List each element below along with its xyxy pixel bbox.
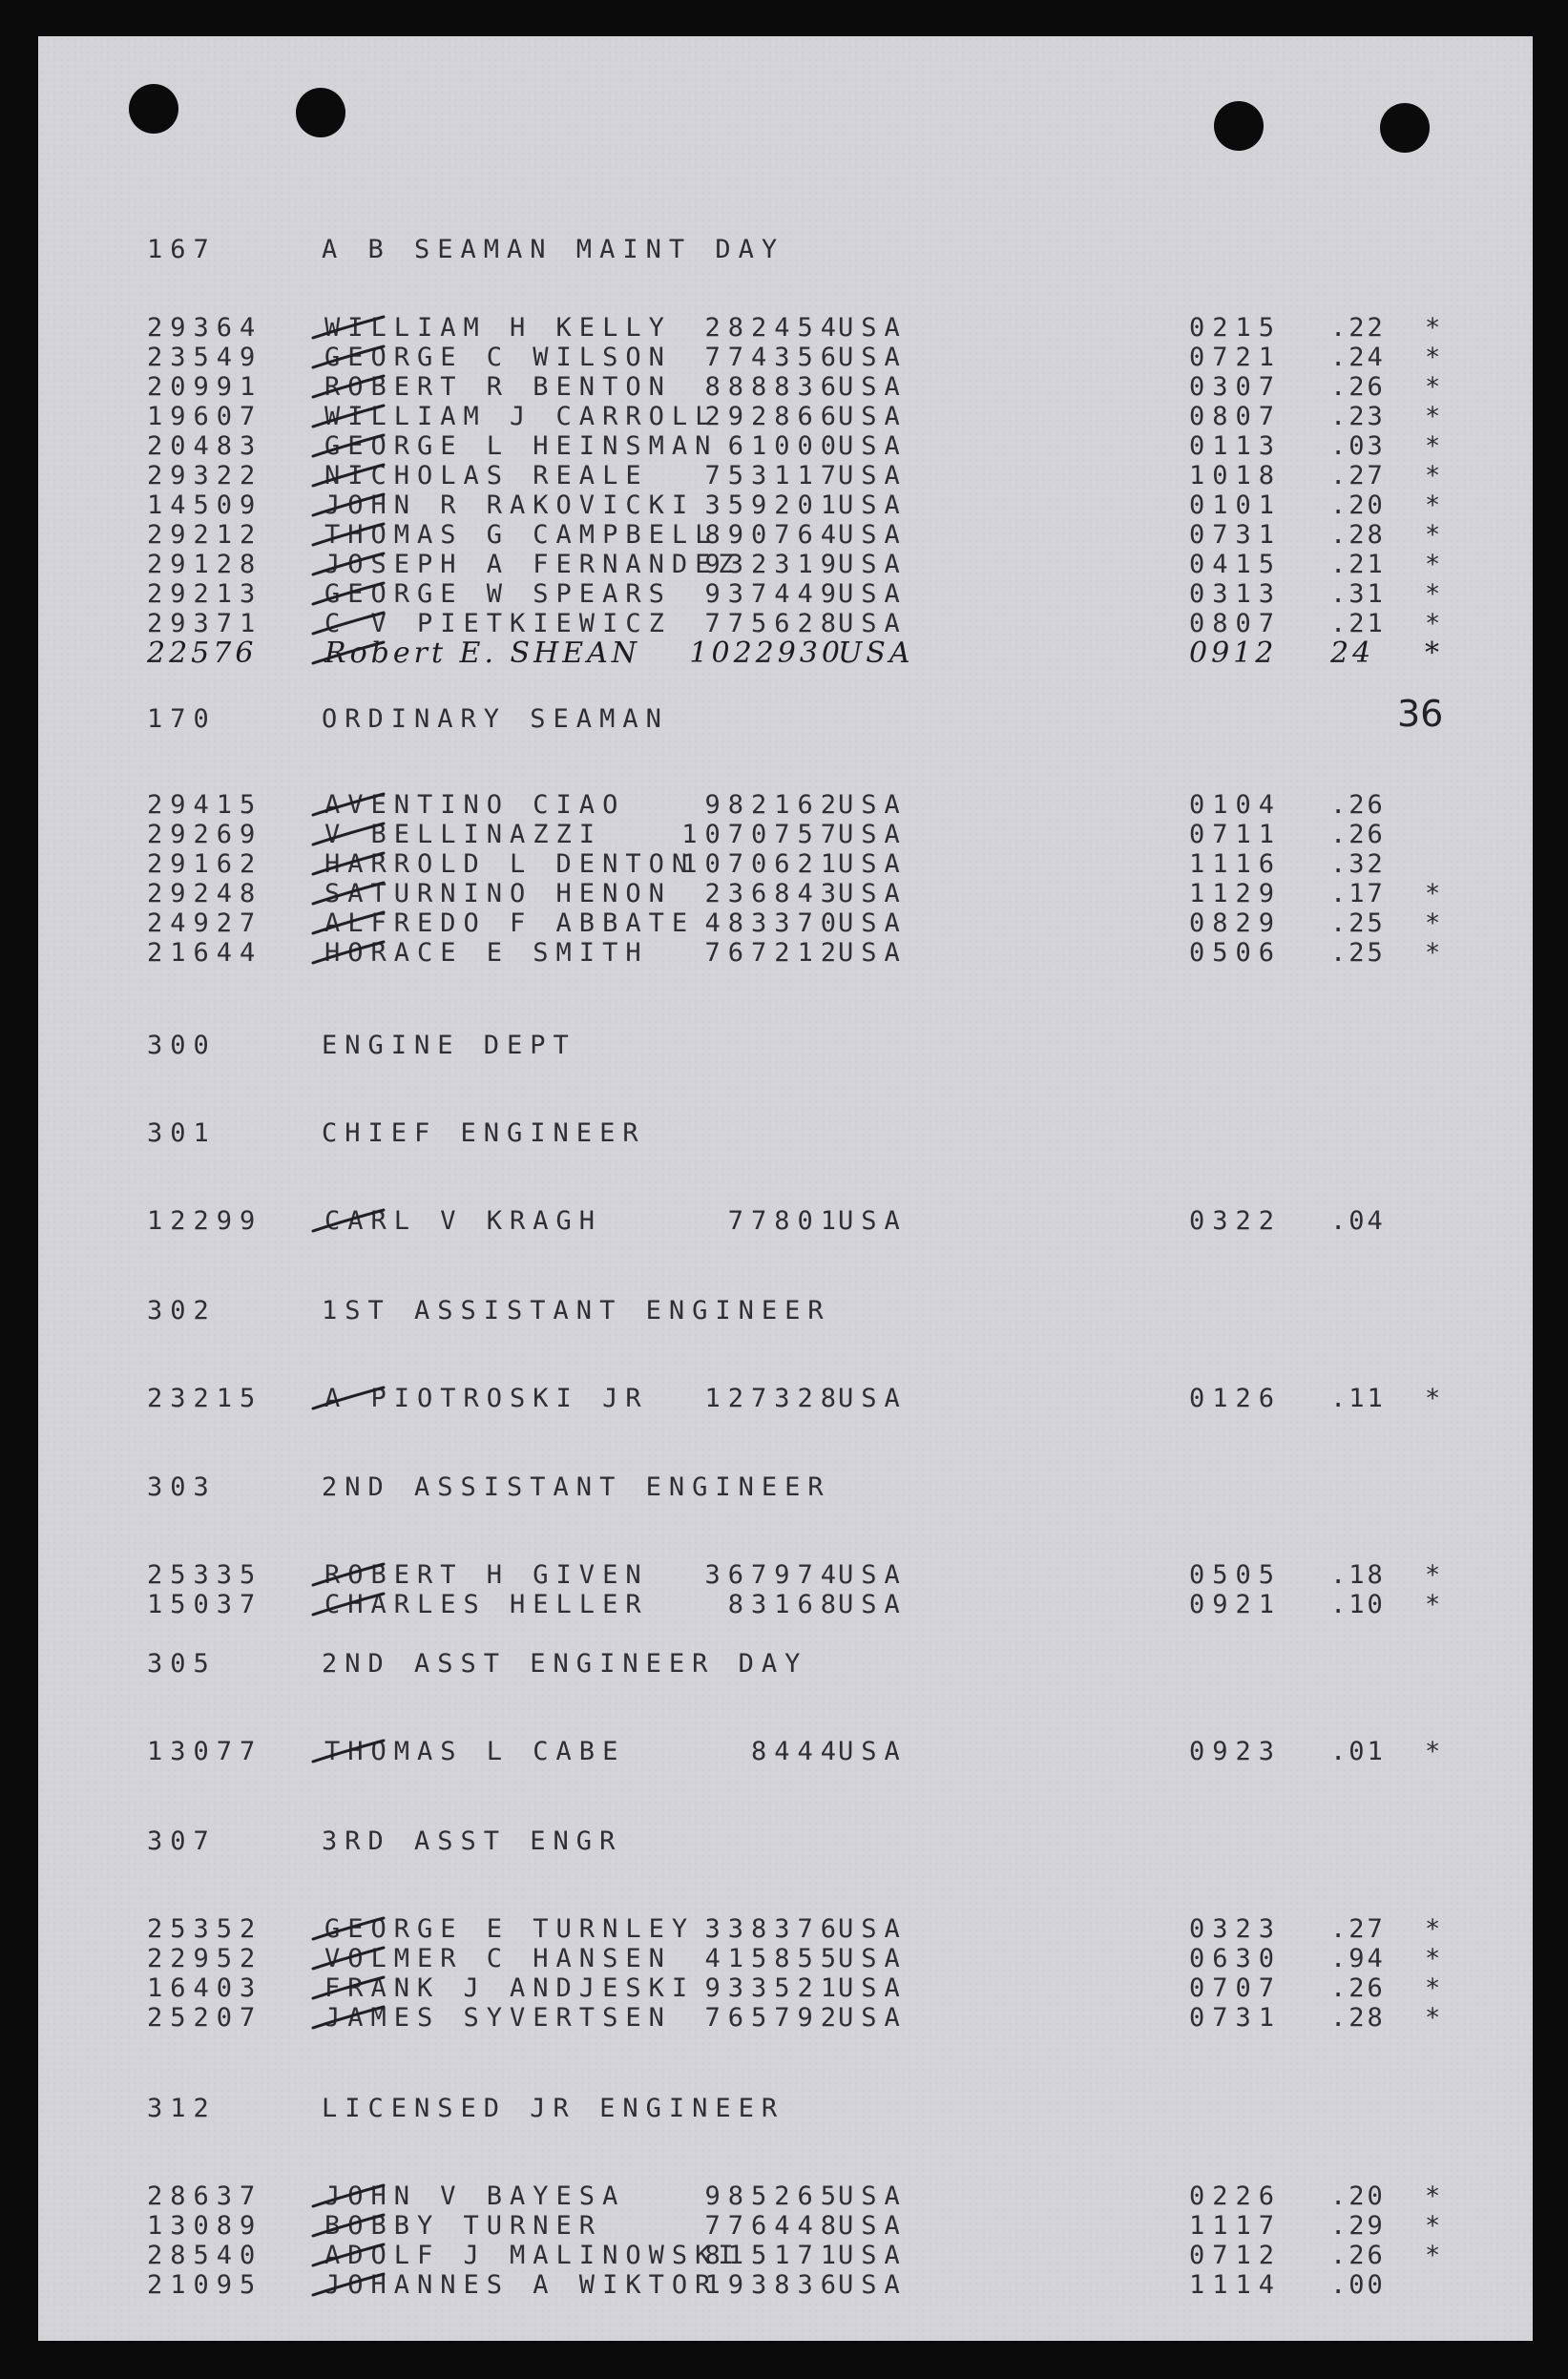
crew-name: HARROLD L DENTON bbox=[324, 849, 696, 879]
date-code: 0113 bbox=[1189, 431, 1283, 461]
check-mark-stroke bbox=[313, 465, 384, 486]
check-mark-stroke bbox=[313, 1210, 384, 1231]
nationality: USA bbox=[838, 908, 908, 938]
nationality: USA bbox=[838, 343, 908, 372]
document-number: 775628 bbox=[704, 609, 844, 638]
crew-id: 16403 bbox=[147, 1973, 263, 2003]
document-number: 1070621 bbox=[681, 849, 844, 879]
document-number: 83168 bbox=[727, 1590, 844, 1619]
section-title: CHIEF ENGINEER bbox=[322, 1118, 646, 1148]
document-number: 8444 bbox=[750, 1737, 844, 1766]
crew-name: WILLIAM J CARROLL bbox=[324, 402, 719, 431]
crew-id: 13077 bbox=[147, 1737, 263, 1766]
check-mark-stroke bbox=[313, 1918, 384, 1939]
rate: .28 bbox=[1330, 2003, 1386, 2033]
crew-name: ALFREDO F ABBATE bbox=[324, 908, 696, 938]
document-number: 77801 bbox=[727, 1206, 844, 1236]
rate: .18 bbox=[1330, 1560, 1386, 1590]
nationality: USA bbox=[838, 1384, 908, 1413]
check-mark-stroke bbox=[313, 642, 384, 663]
star-mark: * bbox=[1425, 1737, 1441, 1766]
document-number: 932319 bbox=[704, 550, 844, 579]
check-mark-stroke bbox=[313, 1741, 384, 1762]
star-mark: * bbox=[1425, 938, 1441, 968]
crew-name: JAMES SYVERTSEN bbox=[324, 2003, 672, 2033]
nationality: USA bbox=[838, 1973, 908, 2003]
nationality: USA bbox=[838, 2211, 908, 2241]
crew-id: 25335 bbox=[147, 1560, 263, 1590]
star-mark: * bbox=[1425, 2241, 1441, 2270]
check-mark-stroke bbox=[313, 1564, 384, 1585]
nationality: USA bbox=[838, 550, 908, 579]
rate: .17 bbox=[1330, 879, 1386, 908]
crew-id: 13089 bbox=[147, 2211, 263, 2241]
crew-name: WILLIAM H KELLY bbox=[324, 313, 672, 343]
date-code: 0104 bbox=[1189, 790, 1283, 820]
crew-name: CARL V KRAGH bbox=[324, 1206, 603, 1236]
check-mark-stroke bbox=[313, 912, 384, 933]
rate: .29 bbox=[1330, 2211, 1386, 2241]
check-mark-stroke bbox=[313, 2185, 384, 2206]
crew-id: 29269 bbox=[147, 820, 263, 849]
star-mark: * bbox=[1425, 490, 1441, 520]
nationality: USA bbox=[838, 461, 908, 490]
crew-id: 21095 bbox=[147, 2270, 263, 2300]
check-mark-stroke bbox=[313, 613, 384, 634]
rate: .23 bbox=[1330, 402, 1386, 431]
nationality: USA bbox=[838, 579, 908, 609]
document-number: 776448 bbox=[704, 2211, 844, 2241]
date-code: 0807 bbox=[1189, 402, 1283, 431]
rate: .24 bbox=[1330, 343, 1386, 372]
rate: .00 bbox=[1330, 2270, 1386, 2300]
section-code: 303 bbox=[147, 1472, 217, 1502]
crew-id: 20991 bbox=[147, 372, 263, 402]
date-code: 0313 bbox=[1189, 579, 1283, 609]
section-code: 305 bbox=[147, 1649, 217, 1679]
nationality: USA bbox=[838, 490, 908, 520]
date-code: 0101 bbox=[1189, 490, 1283, 520]
nationality: USA bbox=[838, 313, 908, 343]
crew-id: 22576 bbox=[147, 636, 258, 670]
document-number: 774356 bbox=[704, 343, 844, 372]
section-title: A B SEAMAN MAINT DAY bbox=[322, 235, 785, 264]
crew-id: 19607 bbox=[147, 402, 263, 431]
crew-id: 23215 bbox=[147, 1384, 263, 1413]
crew-name: THOMAS L CABE bbox=[324, 1737, 626, 1766]
date-code: 0307 bbox=[1189, 372, 1283, 402]
rate: .10 bbox=[1330, 1590, 1386, 1619]
nationality: USA bbox=[838, 2181, 908, 2211]
rate: .04 bbox=[1330, 1206, 1386, 1236]
check-mark-stroke bbox=[313, 583, 384, 604]
check-mark-stroke bbox=[313, 346, 384, 367]
crew-name: GEORGE L HEINSMAN bbox=[324, 431, 719, 461]
rate: .25 bbox=[1330, 938, 1386, 968]
rate: .25 bbox=[1330, 908, 1386, 938]
date-code: 0630 bbox=[1189, 1944, 1283, 1973]
nationality: USA bbox=[838, 2270, 908, 2300]
date-code: 0415 bbox=[1189, 550, 1283, 579]
check-mark-stroke bbox=[313, 883, 384, 904]
document-number: 888836 bbox=[704, 372, 844, 402]
crew-id: 29162 bbox=[147, 849, 263, 879]
crew-id: 29248 bbox=[147, 879, 263, 908]
star-mark: * bbox=[1425, 402, 1441, 431]
crew-name: GEORGE E TURNLEY bbox=[324, 1914, 696, 1944]
crew-name: Robert E. SHEAN bbox=[324, 636, 641, 670]
date-code: 0712 bbox=[1189, 2241, 1283, 2270]
check-mark-stroke bbox=[313, 376, 384, 397]
check-mark-stroke bbox=[313, 824, 384, 845]
date-code: 0921 bbox=[1189, 1590, 1283, 1619]
crew-name: JOHN R RAKOVICKI bbox=[324, 490, 696, 520]
rate: .11 bbox=[1330, 1384, 1386, 1413]
document-number: 359201 bbox=[704, 490, 844, 520]
document-number: 933521 bbox=[704, 1973, 844, 2003]
section-code: 300 bbox=[147, 1031, 217, 1060]
check-mark-stroke bbox=[313, 794, 384, 815]
crew-name: V BELLINAZZI bbox=[324, 820, 603, 849]
document-number: 765792 bbox=[704, 2003, 844, 2033]
date-code: 0721 bbox=[1189, 343, 1283, 372]
nationality: USA bbox=[838, 1737, 908, 1766]
section-code: 312 bbox=[147, 2094, 217, 2123]
rate: .22 bbox=[1330, 313, 1386, 343]
section-code: 302 bbox=[147, 1296, 217, 1325]
crew-id: 25352 bbox=[147, 1914, 263, 1944]
crew-name: JOHANNES A WIKTOR bbox=[324, 2270, 719, 2300]
date-code: 1018 bbox=[1189, 461, 1283, 490]
document-number: 367974 bbox=[704, 1560, 844, 1590]
document-number: 236843 bbox=[704, 879, 844, 908]
document-number: 1022930 bbox=[689, 636, 844, 670]
date-code: 0807 bbox=[1189, 609, 1283, 638]
star-mark: * bbox=[1425, 313, 1441, 343]
section-title: 3RD ASST ENGR bbox=[322, 1826, 623, 1856]
date-code: 0923 bbox=[1189, 1737, 1283, 1766]
star-mark: * bbox=[1425, 1560, 1441, 1590]
rate: .20 bbox=[1330, 2181, 1386, 2211]
page-number: 36 bbox=[1397, 693, 1444, 735]
crew-id: 25207 bbox=[147, 2003, 263, 2033]
crew-name: GEORGE W SPEARS bbox=[324, 579, 672, 609]
star-mark: * bbox=[1425, 2181, 1441, 2211]
check-mark-stroke bbox=[313, 1977, 384, 1998]
star-mark: * bbox=[1425, 1590, 1441, 1619]
star-mark: * bbox=[1425, 2003, 1441, 2033]
section-title: 2ND ASSISTANT ENGINEER bbox=[322, 1472, 831, 1502]
crew-id: 24927 bbox=[147, 908, 263, 938]
crew-name: NICHOLAS REALE bbox=[324, 461, 649, 490]
check-mark-stroke bbox=[313, 2007, 384, 2028]
nationality: USA bbox=[838, 2241, 908, 2270]
date-code: 0731 bbox=[1189, 520, 1283, 550]
nationality: USA bbox=[838, 2003, 908, 2033]
star-mark: * bbox=[1425, 1384, 1441, 1413]
document-number: 937449 bbox=[704, 579, 844, 609]
document-number: 193836 bbox=[704, 2270, 844, 2300]
section-code: 167 bbox=[147, 235, 217, 264]
star-mark: * bbox=[1425, 431, 1441, 461]
section-title: 2ND ASST ENGINEER DAY bbox=[322, 1649, 808, 1679]
crew-id: 23549 bbox=[147, 343, 263, 372]
check-mark-stroke bbox=[313, 1948, 384, 1969]
rate: .21 bbox=[1330, 550, 1386, 579]
date-code: 0323 bbox=[1189, 1914, 1283, 1944]
rate: .03 bbox=[1330, 431, 1386, 461]
rate: .26 bbox=[1330, 372, 1386, 402]
document-page bbox=[38, 36, 1533, 2341]
rate: 24 bbox=[1330, 636, 1375, 670]
crew-name: AVENTINO CIAO bbox=[324, 790, 626, 820]
nationality: USA bbox=[838, 1944, 908, 1973]
check-mark-stroke bbox=[313, 1388, 384, 1409]
handwritten-check-marks bbox=[38, 36, 1533, 2341]
document-number: 767212 bbox=[704, 938, 844, 968]
check-mark-stroke bbox=[313, 406, 384, 427]
crew-name: ROBERT R BENTON bbox=[324, 372, 672, 402]
date-code: 0829 bbox=[1189, 908, 1283, 938]
nationality: USA bbox=[838, 520, 908, 550]
crew-id: 20483 bbox=[147, 431, 263, 461]
date-code: 0506 bbox=[1189, 938, 1283, 968]
crew-name: JOHN V BAYESA bbox=[324, 2181, 626, 2211]
nationality: USA bbox=[838, 1206, 908, 1236]
nationality: USA bbox=[838, 402, 908, 431]
check-mark-stroke bbox=[313, 524, 384, 545]
document-number: 415855 bbox=[704, 1944, 844, 1973]
crew-id: 29212 bbox=[147, 520, 263, 550]
document-number: 753117 bbox=[704, 461, 844, 490]
crew-name: FRANK J ANDJESKI bbox=[324, 1973, 696, 2003]
document-number: 282454 bbox=[704, 313, 844, 343]
document-number: 483370 bbox=[704, 908, 844, 938]
star-mark: * bbox=[1425, 372, 1441, 402]
document-number: 890764 bbox=[704, 520, 844, 550]
crew-name: SATURNINO HENON bbox=[324, 879, 672, 908]
date-code: 1114 bbox=[1189, 2270, 1283, 2300]
rate: .26 bbox=[1330, 2241, 1386, 2270]
document-number: 982162 bbox=[704, 790, 844, 820]
section-code: 301 bbox=[147, 1118, 217, 1148]
crew-name: VOLMER C HANSEN bbox=[324, 1944, 672, 1973]
crew-id: 29128 bbox=[147, 550, 263, 579]
document-number: 127328 bbox=[704, 1384, 844, 1413]
nationality: USA bbox=[838, 849, 908, 879]
document-number: 815171 bbox=[704, 2241, 844, 2270]
nationality: USA bbox=[838, 938, 908, 968]
crew-name: THOMAS G CAMPBELL bbox=[324, 520, 719, 550]
check-mark-stroke bbox=[313, 553, 384, 574]
date-code: 0707 bbox=[1189, 1973, 1283, 2003]
rate: .01 bbox=[1330, 1737, 1386, 1766]
crew-id: 12299 bbox=[147, 1206, 263, 1236]
crew-id: 29364 bbox=[147, 313, 263, 343]
nationality: USA bbox=[838, 879, 908, 908]
date-code: 1117 bbox=[1189, 2211, 1283, 2241]
crew-id: 28637 bbox=[147, 2181, 263, 2211]
star-mark: * bbox=[1425, 609, 1441, 638]
rate: .27 bbox=[1330, 461, 1386, 490]
crew-id: 14509 bbox=[147, 490, 263, 520]
date-code: 0505 bbox=[1189, 1560, 1283, 1590]
nationality: USA bbox=[838, 1914, 908, 1944]
star-mark: * bbox=[1425, 2211, 1441, 2241]
star-mark: * bbox=[1425, 879, 1441, 908]
nationality: USA bbox=[838, 431, 908, 461]
section-code: 307 bbox=[147, 1826, 217, 1856]
section-title: ENGINE DEPT bbox=[322, 1031, 576, 1060]
rate: .21 bbox=[1330, 609, 1386, 638]
rate: .94 bbox=[1330, 1944, 1386, 1973]
nationality: USA bbox=[838, 372, 908, 402]
document-number: 1070757 bbox=[681, 820, 844, 849]
crew-name: CHARLES HELLER bbox=[324, 1590, 649, 1619]
document-number: 985265 bbox=[704, 2181, 844, 2211]
date-code: 0912 bbox=[1189, 636, 1278, 670]
check-mark-stroke bbox=[313, 1594, 384, 1615]
rate: .28 bbox=[1330, 520, 1386, 550]
date-code: 1129 bbox=[1189, 879, 1283, 908]
check-mark-stroke bbox=[313, 435, 384, 456]
rate: .27 bbox=[1330, 1914, 1386, 1944]
date-code: 0711 bbox=[1189, 820, 1283, 849]
rate: .32 bbox=[1330, 849, 1386, 879]
nationality: USA bbox=[838, 1590, 908, 1619]
rate: .26 bbox=[1330, 1973, 1386, 2003]
crew-name: HORACE E SMITH bbox=[324, 938, 649, 968]
crew-id: 29213 bbox=[147, 579, 263, 609]
star-mark: * bbox=[1425, 908, 1441, 938]
crew-id: 21644 bbox=[147, 938, 263, 968]
crew-name: A PIOTROSKI JR bbox=[324, 1384, 649, 1413]
rate: .20 bbox=[1330, 490, 1386, 520]
star-mark: * bbox=[1425, 636, 1443, 670]
check-mark-stroke bbox=[313, 853, 384, 874]
check-mark-stroke bbox=[313, 494, 384, 515]
crew-name: BOBBY TURNER bbox=[324, 2211, 603, 2241]
crew-id: 15037 bbox=[147, 1590, 263, 1619]
star-mark: * bbox=[1425, 550, 1441, 579]
check-mark-stroke bbox=[313, 942, 384, 963]
crew-id: 22952 bbox=[147, 1944, 263, 1973]
section-title: ORDINARY SEAMAN bbox=[322, 704, 669, 734]
crew-id: 29415 bbox=[147, 790, 263, 820]
section-title: LICENSED JR ENGINEER bbox=[322, 2094, 785, 2123]
rate: .26 bbox=[1330, 790, 1386, 820]
crew-name: C V PIETKIEWICZ bbox=[324, 609, 672, 638]
document-number: 61000 bbox=[727, 431, 844, 461]
document-number: 338376 bbox=[704, 1914, 844, 1944]
star-mark: * bbox=[1425, 579, 1441, 609]
star-mark: * bbox=[1425, 461, 1441, 490]
star-mark: * bbox=[1425, 520, 1441, 550]
crew-name: ADOLF J MALINOWSKI bbox=[324, 2241, 742, 2270]
nationality: USA bbox=[838, 820, 908, 849]
nationality: USA bbox=[838, 609, 908, 638]
section-title: 1ST ASSISTANT ENGINEER bbox=[322, 1296, 831, 1325]
check-mark-stroke bbox=[313, 317, 384, 338]
date-code: 0226 bbox=[1189, 2181, 1283, 2211]
nationality: USA bbox=[838, 636, 914, 670]
date-code: 1116 bbox=[1189, 849, 1283, 879]
date-code: 0322 bbox=[1189, 1206, 1283, 1236]
nationality: USA bbox=[838, 1560, 908, 1590]
crew-name: GEORGE C WILSON bbox=[324, 343, 672, 372]
nationality: USA bbox=[838, 790, 908, 820]
section-code: 170 bbox=[147, 704, 217, 734]
crew-id: 29322 bbox=[147, 461, 263, 490]
star-mark: * bbox=[1425, 1914, 1441, 1944]
rate: .26 bbox=[1330, 820, 1386, 849]
date-code: 0126 bbox=[1189, 1384, 1283, 1413]
check-mark-stroke bbox=[313, 2215, 384, 2236]
crew-id: 28540 bbox=[147, 2241, 263, 2270]
star-mark: * bbox=[1425, 343, 1441, 372]
check-mark-stroke bbox=[313, 2274, 384, 2295]
date-code: 0215 bbox=[1189, 313, 1283, 343]
star-mark: * bbox=[1425, 1973, 1441, 2003]
crew-name: ROBERT H GIVEN bbox=[324, 1560, 649, 1590]
crew-name: JOSEPH A FERNANDEZ bbox=[324, 550, 742, 579]
date-code: 0731 bbox=[1189, 2003, 1283, 2033]
check-mark-stroke bbox=[313, 2244, 384, 2265]
rate: .31 bbox=[1330, 579, 1386, 609]
star-mark: * bbox=[1425, 1944, 1441, 1973]
document-number: 292866 bbox=[704, 402, 844, 431]
crew-id: 29371 bbox=[147, 609, 263, 638]
